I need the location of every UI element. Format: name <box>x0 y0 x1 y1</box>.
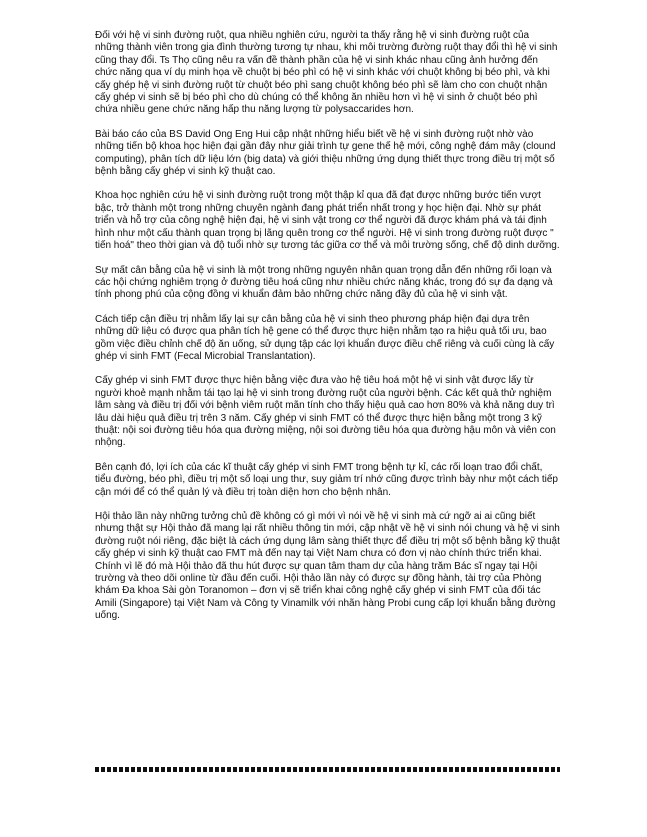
paragraph-imbalance: Sự mất cân bằng của hệ vi sinh là một trong những nguyên nhân quan trọng dẫn đến những rối loạn và các hội chứng nghiêm trọng ở đường tiêu hoá cũng như nhiều chức năng khác, trong đó sự đa dạng và tính phong phú của cộng đồng vi khuẩn đảm bảo những chức năng đầy đủ của hệ vi sinh vật. <box>95 264 553 301</box>
paragraph-conference-summary: Hội thảo lần này những tưởng chủ đề không có gì mới vì nói về hệ vi sinh mà cứ ngỡ ai ai cũng biết nhưng thật sự Hội thảo đã mang lại rất nhiều thông tin mới, cập nhật về hệ vi sinh nói chung và hệ vi sinh đường ruột nói riêng, đặc biệt là cách ứng dụng lâm sàng thiết thực để điều trị một số bệnh bằng kỹ thuật cấy ghép vi sinh kỹ thuật cao FMT mà đến nay tại Việt Nam chưa có đơn vị nào chính thức triển khai. Chính vì lẽ đó mà Hội thảo đã thu hút được sự quan tâm tham dự của hàng trăm Bác sĩ ngay tại Hội trường và theo dõi online từ đầu đến cuối. Hội thảo lần này có được sự đồng hành, tài trợ của Phòng khám Đa khoa Sài gòn Toranomon – đơn vị sẽ triển khai công nghệ cấy ghép vi sinh FMT của đối tác Amili (Singapore) tại Việt Nam và Công ty Vinamilk với nhãn hàng Probi cung cấp lợi khuẩn bằng đường uống. <box>95 511 560 622</box>
paragraph-fmt-transplant: Cấy ghép vi sinh FMT được thực hiện bằng việc đưa vào hệ tiêu hoá một hệ vi sinh vật được lấy từ người khoẻ mạnh nhằm tái tạo lại hệ vi sinh trong đường ruột của người bệnh. Các kết quả thử nghiệm lâm sàng và điều trị đối với bệnh viêm ruột mãn tính cho thấy hiệu quả cao hơn 80% và khả năng duy trì lâu dài hiệu quả điều trị trên 3 năm. Cấy ghép vi sinh FMT có thể được thực hiện bằng một trong 3 kỹ thuật: nội soi đường tiêu hóa qua đường miệng, nội soi đường tiêu hóa qua đường hậu môn và viên con nhộng. <box>95 375 556 449</box>
paragraph-gut-microbiome-intro: Đối với hệ vi sinh đường ruột, qua nhiều nghiên cứu, người ta thấy rằng hệ vi sinh đường ruột của những thành viên trong gia đình thường tương tự nhau, khi môi trường đường ruột thay đổi thì hệ vi sinh cũng thay đổi. Ts Thọ cũng nêu ra vấn đề thành phần của hệ vi sinh khác nhau cũng ảnh hưởng đến chức năng qua ví dụ minh họa về chuột bị béo phì có hệ vi sinh khác với chuột không bị béo phì, và khi cấy ghép hệ vi sinh đường ruột từ chuột béo phì sang chuột không béo phì sẽ làm cho con chuột nhận cấy ghép vi sinh sẽ bị béo phì cho dù chúng có thể không ăn nhiều hơn vì hệ vi sinh ở chuột béo phì chứa nhiều gene chức năng hấp thu năng lượng từ polysaccarides hơn. <box>95 30 558 116</box>
paragraph-treatment-approach: Cách tiếp cận điều trị nhằm lấy lại sự cân bằng của hệ vi sinh theo phương pháp hiện đại dựa trên những dữ liệu có được qua phân tích hệ gene có thể được thực hiện nhằm tạo ra hiệu quả tối ưu, bao gồm việc điều chỉnh chế độ ăn uống, sử dụng tập các lợi khuẩn được điều chế riêng và cuối cùng là cấy ghép vi sinh FMT (Fecal Microbial Translantation). <box>95 313 555 362</box>
paragraph-david-ong-report: Bài báo cáo của BS David Ong Eng Hui cập nhật những hiểu biết về hệ vi sinh đường ruột nhờ vào những tiến bộ khoa học hiện đại gần đây như giải trình tự gene thế hệ mới, công nghệ đám mây (clound computing), phân tích dữ liệu lớn (big data) và giới thiệu những ứng dụng thiết thực trong điều trị một số bệnh bằng cấy ghép vi sinh kỹ thuật cao. <box>95 128 556 178</box>
document-body <box>95 30 560 635</box>
paragraph-fmt-benefits: Bên cạnh đó, lợi ích của các kĩ thuật cấy ghép vi sinh FMT trong bệnh tự kỉ, các rối loạn trao đổi chất, tiểu đường, béo phì, điều trị một số loại ung thư, suy giảm trí nhớ cũng được trình bày như một cách tiếp cận mới để có thể quản lý và điều trị toàn diện hơn cho bệnh nhân. <box>95 461 558 498</box>
dotted-divider <box>95 767 560 772</box>
paragraph-science-progress: Khoa học nghiên cứu hệ vi sinh đường ruột trong một thập kỉ qua đã đạt được những bước tiến vượt bậc, trở thành một trong những chuyên ngành đang phát triển nhất trong y học hiện đại. Nhờ sự phát triển và hỗ trợ của công nghệ hiện đại, hệ vi sinh vật trong cơ thể người đã được khám phá và tái định hình như một cấu thành quan trọng bị lãng quên trong cơ thể người. Hệ vi sinh trong đường ruột được " tiến hoá" theo thời gian và độ tuổi nhờ sự tương tác giữa cơ thể và môi trường sống, chế độ dinh dưỡng. <box>95 190 560 252</box>
